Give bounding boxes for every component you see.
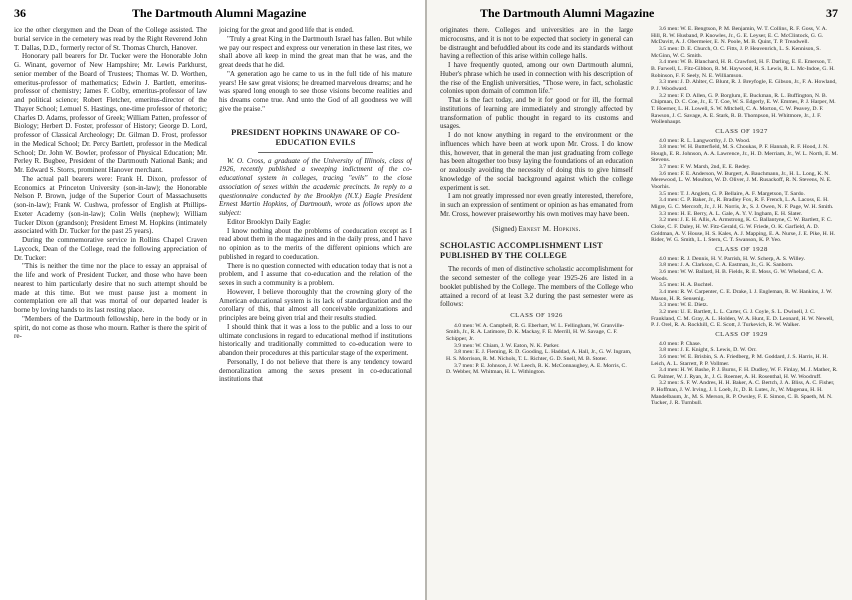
- right-page-header: [440, 6, 838, 22]
- honor-entry: 3.4 men: W. B. Blanchard, H. R. Crawford, H. F. Darling, E. E. Emerson, T. B. Farwell, L. Fitz-Gibbon, R. M. Haywood, H. S. Lewis, R. L. Mc-Indoe, G. H. Robinson, F. F. Seely, N. E. Williamson.: [651, 59, 835, 79]
- honor-entry: 3.4 men: H. W. Bashe, P. J. Burns, F. H. Dudley, W. F. Finlay, M. J. Mather, R. G. Palmer, W. J. Ryan, Jr., J. G. Roemer, A. H. Rosenthal, H. W. Woodruff.: [651, 367, 838, 380]
- honor-entry: 3.4 men: C. P. Baker, Jr., R. Bradley Fox, R. F. French, L. A. Lacoss, E. H. Migre, G. C. Mercroft, Jr., J. H. Norris, Jr., S. J. Owen, N. F. Page, W. H. Smith.: [651, 197, 834, 211]
- class-heading: CLASS OF 1929: [715, 330, 768, 338]
- signature: [440, 225, 633, 234]
- right-page: [426, 0, 852, 600]
- paragraph: "This is neither the time nor the place to essay an appraisal of the life and work of President Tucker, and those who have been nearest to him particularly desire that no such attempt should be made at this time. But we must pause just a moment in contemplation ere all that was mortal of our departed leader is borne by loving hands to its last resting place.: [14, 262, 207, 314]
- honor-entry: 3.8 men: J. E. Knight, S. Lewis, D. W. Orr.: [659, 347, 757, 354]
- class-heading: CLASS OF 1928: [715, 246, 768, 253]
- honor-entry: 3.8 men: W. H. Butterfield, M. S. Choukas, P. F. Hannah, R. F. Hood, J. N. Hough, E. R. Johnson, A. A. Lawrence, Jr., H. D. Merriam, Jr., W. L. North, E. M. Stevens.: [651, 144, 838, 164]
- honor-entry: 3.5 men: H. A. Buchtel.: [659, 282, 714, 289]
- running-title: The Dartmouth Alumni Magazine: [132, 6, 307, 20]
- paragraph: However, I believe thoroughly that the crowning glory of the American educational system is its lack of standardization and the corollary of this, that almost all conceivable organizations and principles are being given trial and their results studied.: [219, 287, 412, 322]
- honor-entry: 3.6 men: W. E. Brisbin, S. A. Friedberg, P. M. Goddard, J. S. Harris, H. H. Leich, A. L. Starrett, P. P. Vollmer.: [651, 353, 828, 367]
- paragraph: Personally, I do not believe that there is any tendency toward demoralization among the sexes present in co-educational institutions that: [219, 357, 412, 384]
- honor-entry: 3.2 men: F. D. Allen, G. P. Borglum, E. Buckman, R. L. Buffington, N. B. Chipman, D. C. Coe, Jr., E. T. Coe, W. S. Edgerly, E. W. Emmes, P. J. Harper, M. T. Hoerner, L. H. Lowell, S. W. Mitchell, C. A. Morton, C. W. Peavey, D. F. Rawson, J. C. Savage, A. E. Stark, R. B. Thompson, H. Whitmore, Jr., J. F. Wollenhaupt.: [651, 92, 836, 126]
- paragraph: originates there. Colleges and universities are in the large microcosms, and it is not to be expected that society in general can be distraught and befuddled about its code and its standards without having a reflection of this arise within college halls.: [440, 26, 633, 61]
- article-salutation: Editor Brooklyn Daily Eagle:: [227, 217, 311, 226]
- paragraph: I am not greatly impressed nor even greatly interested, therefore, in such an expression of sentiment or opinion as has emanated from Mr. Cross, however praiseworthy his own motives may have been.: [440, 192, 633, 218]
- honor-entry: 3.6 men: F. E. Anderson, W. Burgert, A. Bauchmann, Jr., H. L. Long, K. N. Merewood, L. W. Moulton, W. D. Oliver, J. M. Rusackoff, R. N. Stevens, N. E. Voorhis.: [651, 170, 832, 191]
- page-number: 37: [826, 6, 838, 20]
- honor-entry: 3.2 men: U. E. Bartlett, L. L. Carter, G. J. Coyle, S. L. Dwinell, J. C. Frankland, C. M. Gray, A. L. Holden, W. A. Hunt, E. D. Leonard, H. W. Newell, P. J. Orel, R. A. Rockhill, C. E. Scott, J. Turkevich, R. W. Walker.: [651, 308, 834, 329]
- honor-entry: 3.4 men: R. W. Carpenter, C. E. Drake, I. J. Engleman, R. W. Hankins, J. W. Mason, H. R. Sensenig.: [651, 288, 833, 302]
- running-title: The Dartmouth Alumni Magazine: [480, 6, 655, 20]
- class-heading: CLASS OF 1927: [715, 127, 768, 135]
- paragraph: I do not know anything in regard to the environment or the influences which have been at work upon Mr. Cross. I do know this, however, that in general the man just graduating from college has been altogether too busy laying the foundations of an education or zealously avoiding the necessity of doing this to give himself knowledge of the social background against which the college experiment is set.: [440, 131, 633, 192]
- paragraph: That is the fact today, and be it for good or for ill, the formal institutions of learning are immediately and strongly affected by transformation of public thought in regard to its customs and usages.: [440, 96, 633, 131]
- honor-entry: 3.8 men: J. A. Clarkson, C. A. Eastman, Jr., G. K. Sanborn.: [659, 262, 794, 269]
- honor-entry: 3.3 men: H. E. Berry, A. L. Gale, A. Y. V. Ingham, E. H. Slater.: [659, 210, 803, 217]
- heading-rule: [258, 152, 374, 153]
- left-column-2: [219, 26, 412, 596]
- paragraph: "Members of the Dartmouth fellowship, here in the body or in spirit, do not come as those who mourn. Rather is there the spirit of re-: [14, 314, 207, 341]
- honor-entry: 3.8 men: E. J. Fleming, R. D. Gooding, L. Haddad, A. Hall, Jr., G. W. Ingram, H. S. Morrison, R. M. Nichols, T. L. Richter, G. D. Snell, M. B. Stoter.: [446, 349, 632, 363]
- honor-list: [440, 323, 633, 376]
- paragraph: There is no question connected with education today that is not a problem, and I assume that co-education and the relation of the sexes in such a community is a problem.: [219, 261, 412, 287]
- paragraph: "Truly a great King in the Dartmouth Israel has fallen. But while we pay our respect and express our veneration in these last rites, we shall above all keep in mind the great man that he was, and the great deeds that he did.: [219, 34, 412, 69]
- honor-entry: 3.5 men: T. J. Anglem, G. P. Bellaire, A. F. Margetson, T. Sardo.: [659, 190, 805, 197]
- paragraph: ice the other clergymen and the Dean of the College assisted. The burial service in the cemetery was read by the Right Reverend John T. Dallas, D.D., formerly rector of St. Thomas Church, Hanover.: [14, 26, 207, 52]
- honor-entry: 3.2 men: J. E. H. Allis, A. Armstrong, K. C. Ballantyne, C. W. Bartlett, F. C. Cloke, C. F. Daley, H. W. Fitz-Gerald, G. W. Friede, O. K. Garfield, A. D. Goldman, A. V. House, H. S. Kales, A. J. Mapping, E. A. Nurse, J. E. Pike, H. H. Rider, W. G. Smith, L. I. Stern, C. T. Swanson, K. P. Yeo.: [651, 217, 836, 244]
- honor-entry: 4.0 men: P. Chase.: [659, 340, 702, 347]
- honor-entry: 3.7 men: F. W. Marsh, 2nd, E. E. Redey.: [659, 164, 751, 171]
- article-heading: PRESIDENT HOPKINS UNAWARE OF CO-EDUCATION EVILS: [231, 127, 400, 147]
- paragraph: Honorary pall bearers for Dr. Tucker were the Honorable John G. Winant, governor of New Hampshire; Mr. Lewis Parkhurst, senior member of the Board of Trustees; Thomas W. D. Worthen, emeritus-professor of mathematics; Edwin J. Bartlett, emeritus-professor of chemistry; James F. Colby, emeritus-professor of law and political science; Robert Fletcher, emeritus-director of the Thayer School; Lemuel S. Hastings, one-time professor of rhetoric; Charles D. Adams, professor of Greek; William Patten, professor of Biology; Herbert D. Foster, professor of History; George D. Lord, professor of Classical Archeology; Dr. Gilman D. Frost, professor in the Medical School; Dr. Percy Bartlett, professor in the Medical School; Dr. John W. Bowler, professor of Physical Education; Mr. Perley R. Bugbee, President of the Dartmouth National Bank; and Mr. Edward S. Storrs, prominent Hanover merchant.: [14, 52, 207, 174]
- page-gutter: [425, 0, 427, 600]
- honor-entry: 3.7 men: P. E. Johnson, J. W. Leech, R. K. McConnaughey, A. E. Morris, C. D. Webber, M. Whitman, H. L. Withington.: [446, 362, 627, 376]
- paragraph: "A generation ago he came to us in the full tide of his mature years! He saw great visions; he dreamed marvelous dreams; and he was spared long enough to see those visions become realities and his dreams come true. And unto the God of all goodness we will give the praise.": [219, 69, 412, 113]
- honor-entry: 3.6 men: W. W. Ballard, H. B. Fields, R. E. Moss, G. W. Wheland, C. A. Woods.: [651, 268, 824, 282]
- left-column-1: [14, 26, 207, 596]
- honor-entry: 3.3 men: W. E. Dietz.: [659, 302, 708, 309]
- honor-entry: 3.9 men: W. Chiam, J. W. Eaton, N. K. Parker.: [454, 342, 560, 349]
- paragraph: During the commemorative service in Rollins Chapel Craven Laycock, Dean of the College, read the following appreciation of Dr. Tucker:: [14, 236, 207, 262]
- right-column-1: [440, 26, 633, 596]
- article-lead: W. O. Cross, a graduate of the University of Illinois, class of 1926, recently published a sweeping indictment of the co-educational system in colleges, tracing "evils" to the close association of sexes within the academic precincts. In reply to a questionnaire conducted by the Brooklyn (N.Y.) Eagle President Ernest Martin Hopkins, of Dartmouth, wrote as follows upon the subject:: [219, 156, 412, 217]
- honor-entry: 3.3 men: J. D. Ahlter, C. Blunt, R. J. Breyfogle, E. Gibson, Jr., F. A. Howland, P. J. Woodward.: [651, 79, 837, 92]
- honor-entry: 3.2 men: S. F. W. Andres, H. H. Baker, A. C. Bertch, J. A. Bliss, A. C. Fisher, P. Hoffman, J. W. Irving, J. I. Loeb, Jr., D. B. Lutes, Jr., W. Magenau, H. H. Mandelbaum, Jr., M. S. Merson, R. P. Owsley, F. E. Simon, C. B. Spaeth, M. N. Tucker, J. R. Turnbull.: [651, 380, 835, 407]
- paragraph: I have frequently quoted, among our own Dartmouth alumni, Huber's phrase which he used in connection with his description of the rise of the English universities, "Those were, in fact, scholastic colonies upon domain of common life.": [440, 61, 633, 96]
- honor-entry: 4.0 men: W. A. Campbell, R. G. Eberhart, W. L. Fellingham, W. Granville-Smith, Jr., R. A. Latimore, D. K. Mackay, F. E. Merrill, H. W. Savage, C. F. Schipper, Jr.: [446, 322, 625, 343]
- paragraph: joicing for the great and good life that is ended.: [219, 26, 354, 34]
- paragraph: The actual pall bearers were: Frank H. Dixon, professor of Economics at Princeton University (son-in-law); the Honorable Nelson P. Brown, judge of the Superior Court of Massachusetts (son-in-law); Frank W. Cushwa, professor of English at Phillips-Exeter Academy (son-in-law); Colin Wells (nephew); William Tucker Dixon (grandson); President Ernest M. Hopkins (intimately associated with Dr. Tucker for the past 25 years).: [14, 174, 207, 236]
- list-intro: The records of men of distinctive scholastic accomplishment for the second semester of the college year 1925-26 are listed in a booklet published by the College. The members of the College who attained a record of at least 3.2 during the past semester were as follows:: [440, 265, 633, 309]
- honor-entry: 4.0 men: R. L. Langworthy, J. D. Wood.: [659, 137, 751, 144]
- list-heading: SCHOLASTIC ACCOMPLISHMENT LIST PUBLISHED BY THE COLLEGE: [440, 241, 603, 261]
- class-heading: CLASS OF 1926: [510, 312, 563, 319]
- paragraph: I know nothing about the problems of coeducation except as I read about them in the magazines and in the daily press, and I have no opinion as to the merits of the different opinions which are published in regard to coeducation.: [219, 226, 412, 261]
- honor-entry: 3.6 men: W. E. Bengtson, P. M. Benjamin, W. T. Collins, R. F. Goss, V. A. Hill, R. W. Husband, P. Knowles, Jr., G. E. Leyser, E. C. McClintock, G. G. McDavitt, A. J. Obermeier, E. N. Poole, M. B. Quint, T. P. Treadwell.: [651, 26, 828, 46]
- honor-entry: 3.5 men: D. E. Church, O. C. Fitts, J. P. Heavenrich, L. S. Kennison, S. McGinn, W. C. Smith.: [651, 45, 821, 59]
- left-page-header: [14, 6, 412, 22]
- signature-label: (Signed): [492, 224, 517, 233]
- page-number: 36: [14, 6, 26, 20]
- right-column-2: [645, 26, 838, 596]
- signature-name: Ernest M. Hopkins.: [518, 224, 581, 233]
- honor-entry: 4.0 men: R. J. Dennis, H. V. Parrish, H. W. Scherp, A. S. Willey.: [659, 255, 806, 262]
- paragraph: I should think that it was a loss to the public and a loss to our ultimate conclusions in regard to educational method if institutions historically and traditionally committed to co-education were to abandon their procedures at this particular stage of the experiment.: [219, 322, 412, 357]
